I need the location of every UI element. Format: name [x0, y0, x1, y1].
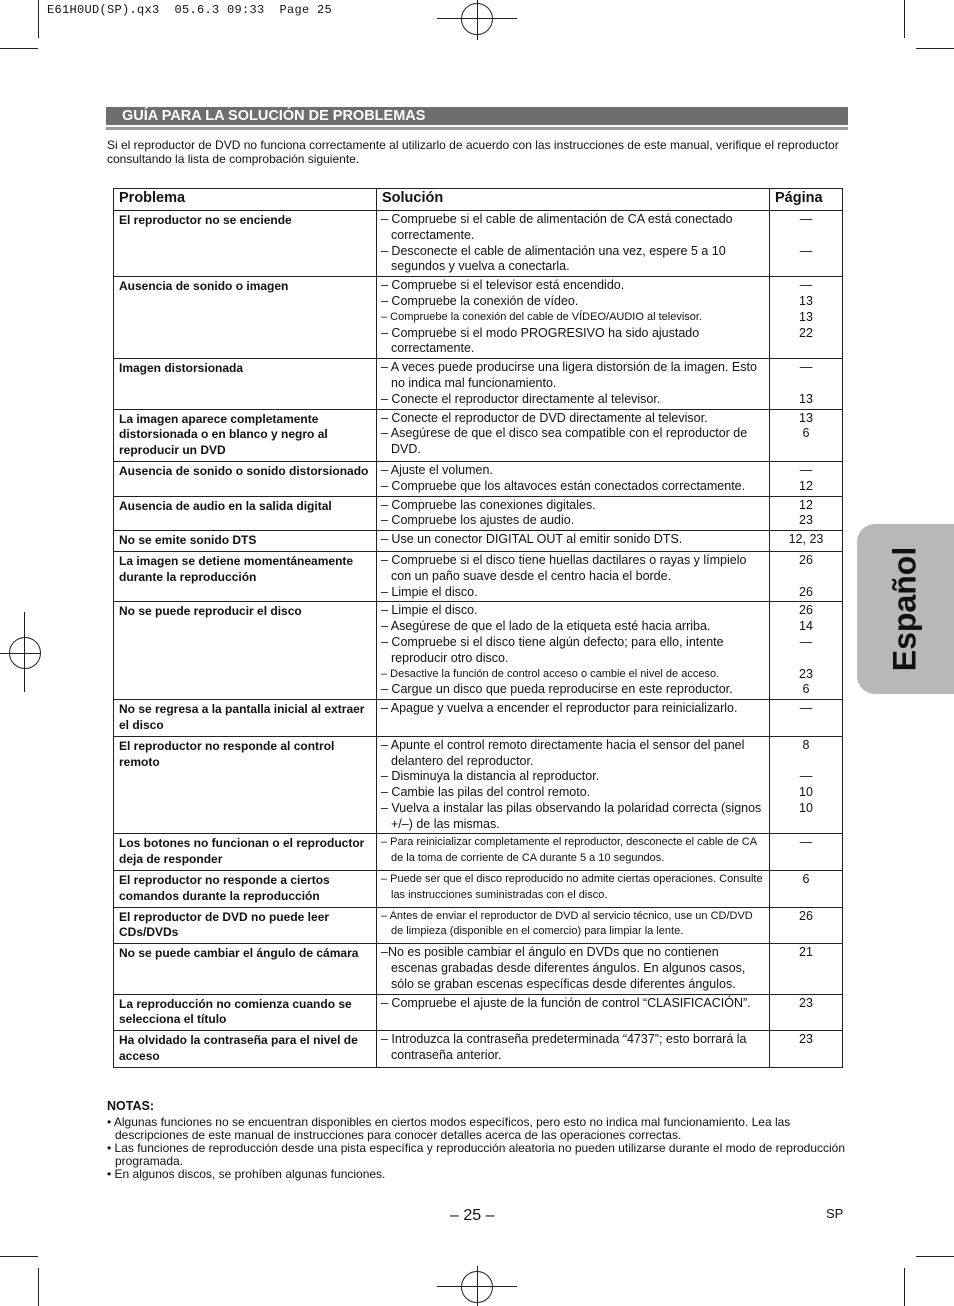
table-row — [114, 496, 843, 531]
page-cell — [770, 736, 843, 834]
solution-item: – Compruebe los ajustes de audio. — [381, 513, 575, 528]
solution-item: – Vuelva a instalar las pilas observando la polaridad correcta (signos +/–) de las mismas. — [381, 800, 762, 831]
print-header: E61H0UD(SP).qx3 05.6.3 09:33 Page 25 — [47, 3, 333, 17]
page-ref — [772, 228, 840, 244]
solution-item: – Desconecte el cable de alimentación una vez, espere 5 a 10 segundos y vuelva a conectarla. — [381, 243, 726, 274]
solution-item: – Limpie el disco. — [381, 603, 478, 618]
page-number: – 25 – — [450, 1207, 495, 1224]
solution-item: – A veces puede producirse una ligera distorsión de la imagen. Esto no indica mal funcionamiento. — [381, 360, 757, 390]
solution-cell — [377, 496, 770, 531]
solution-item: – Compruebe si el disco tiene algún defecto; para ello, intente reproducir otro disco. — [381, 634, 724, 665]
language-tab-label: Español — [886, 546, 923, 672]
solution-item: – Cambie las pilas del control remoto. — [381, 785, 591, 800]
solution-cell — [377, 834, 770, 871]
page-ref: 12 — [799, 478, 813, 493]
page-ref: 26 — [799, 908, 813, 923]
page-cell — [770, 409, 843, 461]
solution-item: – Antes de enviar el reproductor de DVD al servicio técnico, use un CD/DVD de limpieza (disponible en el comercio) para limpiar la lente. — [381, 909, 753, 938]
page-ref: 23 — [799, 1032, 813, 1047]
problem-cell: Imagen distorsionada — [114, 359, 377, 409]
problem-cell: El reproductor no responde al control remoto — [114, 736, 377, 834]
solution-item: – Asegúrese de que el disco sea compatible con el reproductor de DVD. — [381, 426, 748, 457]
solution-item: – Conecte el reproductor de DVD directamente al televisor. — [381, 410, 708, 425]
page-ref: — — [799, 278, 813, 293]
problem-cell: Ausencia de audio en la salida digital — [114, 496, 377, 531]
solution-cell — [377, 551, 770, 601]
crop-mark — [38, 1268, 39, 1306]
page-ref: 21 — [799, 945, 813, 960]
solution-item: – Ajuste el volumen. — [381, 462, 493, 477]
page-ref: — — [799, 634, 813, 649]
page-ref — [772, 651, 840, 667]
page-cell — [770, 834, 843, 871]
column-header-solution: Solución — [377, 189, 770, 211]
page-ref: — — [799, 360, 813, 375]
page-ref: — — [799, 462, 813, 477]
page-cell — [770, 359, 843, 409]
table-row — [114, 700, 843, 737]
language-side-tab — [857, 524, 954, 694]
solution-item: – Apunte el control remoto directamente hacia el sensor del panel delantero del reproductor. — [381, 737, 745, 768]
page-ref — [772, 754, 840, 770]
solution-item: – Disminuya la distancia al reproductor. — [381, 769, 600, 784]
crop-mark — [38, 0, 39, 38]
page-cell — [770, 461, 843, 496]
page-ref — [772, 569, 840, 585]
solution-item: – Compruebe la conexión de vídeo. — [381, 293, 579, 308]
page-ref: 8 — [802, 737, 810, 752]
problem-cell: No se puede cambiar el ángulo de cámara — [114, 944, 377, 994]
solution-item: – Compruebe si el disco tiene huellas dactilares o rayas y límpielo con un paño suave desde el centro hacia el borde. — [381, 552, 747, 583]
page-ref: 23 — [799, 995, 813, 1010]
page-cell — [770, 944, 843, 994]
solution-item: – Compruebe que los altavoces están conectados correctamente. — [381, 478, 746, 493]
page-ref: — — [799, 835, 813, 850]
page-ref: 23 — [799, 513, 813, 528]
page-ref: 26 — [799, 552, 813, 567]
solution-cell — [377, 277, 770, 359]
column-header-problem: Problema — [114, 189, 377, 211]
table-row — [114, 907, 843, 944]
problem-cell: Ha olvidado la contraseña para el nivel de acceso — [114, 1031, 377, 1068]
page-cell — [770, 496, 843, 531]
page-ref: 13 — [799, 309, 813, 324]
notes-title: NOTAS: — [107, 1099, 154, 1113]
page-ref: 13 — [799, 410, 813, 425]
problem-cell: La imagen se detiene momentáneamente durante la reproducción — [114, 551, 377, 601]
page-ref: 13 — [799, 391, 813, 406]
solution-cell — [377, 211, 770, 277]
solution-cell — [377, 1031, 770, 1068]
problem-cell: No se regresa a la pantalla inicial al extraer el disco — [114, 700, 377, 737]
page-ref: — — [799, 701, 813, 716]
solution-cell — [377, 461, 770, 496]
problem-cell: No se puede reproducir el disco — [114, 602, 377, 700]
crop-mark — [916, 1256, 954, 1257]
page-ref: 12 — [799, 497, 813, 512]
problem-cell: Los botones no funcionan o el reproductor deja de responder — [114, 834, 377, 871]
solution-cell — [377, 409, 770, 461]
solution-item: – Apague y vuelva a encender el reproductor para reinicializarlo. — [381, 701, 738, 716]
table-row — [114, 944, 843, 994]
page-ref: 6 — [802, 682, 810, 697]
page-cell — [770, 277, 843, 359]
crop-mark — [0, 48, 38, 49]
solution-item: –No es posible cambiar el ángulo en DVDs que no contienen escenas grabadas desde diferentes ángulos. En algunos casos, sólo se graban escenas específicas desde diferentes ángulos. — [381, 945, 746, 991]
solution-item: – Use un conector DIGITAL OUT al emitir sonido DTS. — [381, 532, 683, 547]
solution-item: – Compruebe si el cable de alimentación de CA está conectado correctamente. — [381, 212, 733, 242]
solution-cell — [377, 736, 770, 834]
note-item: • En algunos discos, se prohíben algunas funciones. — [107, 1167, 386, 1181]
solution-item: – Introduzca la contraseña predeterminada “4737”; esto borrará la contraseña anterior. — [381, 1032, 747, 1063]
solution-item: – Limpie el disco. — [381, 584, 478, 599]
solution-cell — [377, 994, 770, 1031]
problem-cell: Ausencia de sonido o sonido distorsionado — [114, 461, 377, 496]
solution-item: – Desactive la función de control acceso o cambie el nivel de acceso. — [381, 667, 720, 680]
intro-paragraph: Si el reproductor de DVD no funciona correctamente al utilizarlo de acuerdo con las instrucciones de este manual, verifique el reproductor consultando la lista de comprobación siguiente. — [107, 138, 839, 166]
table-body — [114, 211, 843, 1068]
column-header-page: Página — [770, 189, 843, 211]
table-row — [114, 994, 843, 1031]
section-header-bar — [106, 107, 848, 125]
solution-cell — [377, 602, 770, 700]
table-row — [114, 834, 843, 871]
problem-cell: Ausencia de sonido o imagen — [114, 277, 377, 359]
page-cell — [770, 994, 843, 1031]
solution-item: – Compruebe la conexión del cable de VÍDEO/AUDIO al televisor. — [381, 310, 702, 323]
page-ref: 6 — [802, 872, 810, 887]
solution-item: – Puede ser que el disco reproducido no admite ciertas operaciones. Consulte las instrucciones suministradas con el disco. — [381, 873, 763, 901]
page-ref: — — [799, 769, 813, 784]
page-ref: — — [799, 243, 813, 258]
table-row — [114, 871, 843, 908]
page-cell — [770, 1031, 843, 1068]
section-underline — [106, 127, 848, 130]
table-row — [114, 277, 843, 359]
page-cell — [770, 871, 843, 908]
page-ref: 10 — [799, 800, 813, 815]
notes-list — [107, 1116, 849, 1181]
table-row — [114, 602, 843, 700]
table-row — [114, 211, 843, 277]
table-row — [114, 359, 843, 409]
page-ref: — — [799, 212, 813, 226]
crop-mark — [916, 48, 954, 49]
problem-cell: La reproducción no comienza cuando se selecciona el título — [114, 994, 377, 1031]
solution-cell — [377, 907, 770, 944]
problem-cell: El reproductor de DVD no puede leer CDs/DVDs — [114, 907, 377, 944]
table-header-row — [114, 189, 843, 211]
page-cell — [770, 602, 843, 700]
table-row — [114, 531, 843, 552]
page-cell — [770, 907, 843, 944]
crop-mark — [904, 0, 905, 38]
solution-item: – Compruebe si el televisor está encendido. — [381, 278, 625, 293]
table-row — [114, 409, 843, 461]
table-row — [114, 461, 843, 496]
solution-item: – Compruebe el ajuste de la función de control “CLASIFICACIÓN”. — [381, 995, 751, 1010]
table-row — [114, 736, 843, 834]
table-row — [114, 551, 843, 601]
solution-item: – Para reinicializar completamente el reproductor, desconecte el cable de CA de la toma de corriente de CA durante 5 a 10 segundos. — [381, 836, 757, 865]
crop-mark — [0, 1256, 38, 1257]
solution-item: – Compruebe si el modo PROGRESIVO ha sido ajustado correctamente. — [381, 325, 700, 356]
problem-cell: La imagen aparece completamente distorsionada o en blanco y negro al reproducir un DVD — [114, 409, 377, 461]
page-ref: 13 — [799, 293, 813, 308]
page-ref: 14 — [799, 619, 813, 634]
page-ref — [772, 376, 840, 392]
troubleshooting-table — [113, 188, 843, 1068]
page-ref — [772, 259, 840, 275]
table-row — [114, 1031, 843, 1068]
page-cell — [770, 551, 843, 601]
problem-cell: El reproductor no responde a ciertos comandos durante la reproducción — [114, 871, 377, 908]
page-ref: 10 — [799, 785, 813, 800]
solution-item: – Compruebe las conexiones digitales. — [381, 497, 596, 512]
note-item: • Las funciones de reproducción desde una pista específica y reproducción aleatoria no pueden utilizarse durante el modo de reproducción programada. — [107, 1141, 846, 1168]
solution-item: – Conecte el reproductor directamente al televisor. — [381, 391, 661, 406]
solution-cell — [377, 871, 770, 908]
page-cell — [770, 531, 843, 552]
solution-item: – Asegúrese de que el lado de la etiqueta esté hacia arriba. — [381, 619, 711, 634]
page-ref: 12, 23 — [788, 532, 824, 547]
crop-mark — [904, 1268, 905, 1306]
page-cell — [770, 700, 843, 737]
solution-cell — [377, 359, 770, 409]
page-ref: 26 — [799, 584, 813, 599]
problem-cell: No se emite sonido DTS — [114, 531, 377, 552]
solution-cell — [377, 531, 770, 552]
section-title: GUÍA PARA LA SOLUCIÓN DE PROBLEMAS — [122, 108, 426, 124]
solution-item: – Cargue un disco que pueda reproducirse en este reproductor. — [381, 682, 733, 697]
page-ref: 22 — [799, 325, 813, 340]
solution-cell — [377, 700, 770, 737]
page-ref: 6 — [802, 426, 810, 441]
page-ref: 26 — [799, 603, 813, 618]
language-code: SP — [826, 1206, 844, 1221]
page-ref: 23 — [799, 666, 813, 681]
page-cell — [770, 211, 843, 277]
note-item: • Algunas funciones no se encuentran disponibles en ciertos modos específicos, pero esto no indica mal funcionamiento. Lea las descripciones de este manual de instrucciones para conocer detalles acerca de las operaciones correctas. — [107, 1115, 791, 1142]
problem-cell: El reproductor no se enciende — [114, 211, 377, 277]
solution-cell — [377, 944, 770, 994]
